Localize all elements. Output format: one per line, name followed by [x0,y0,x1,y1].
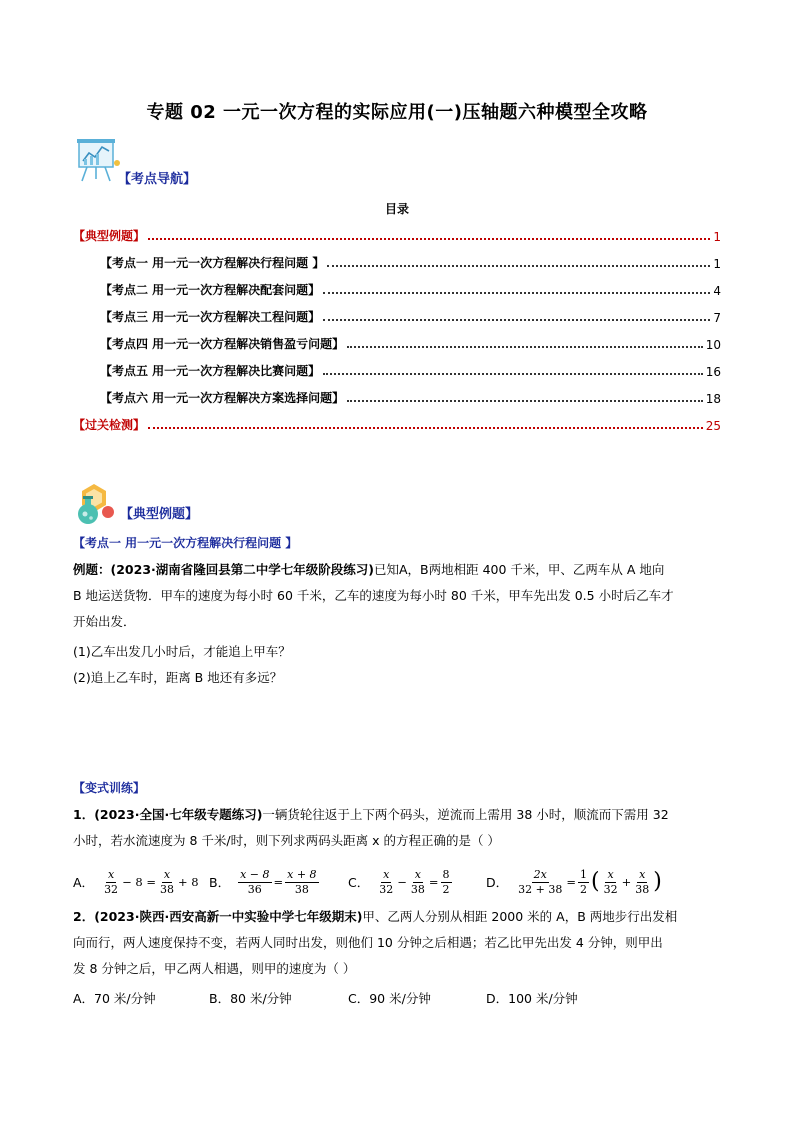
problem-1-text-1: 一辆货轮往返于上下两个码头，逆流而上需用 38 小时，顺流而下需用 32 [262,807,669,822]
variant-heading: 【变式训练】 [73,781,146,795]
operator: = [273,875,284,889]
numerator: 1 [580,867,587,881]
toc-item-typical-examples[interactable] [73,226,721,244]
operator: = [428,875,439,889]
problem-1-source: 1．(2023·全国·七年级专题练习) [73,807,263,822]
toc-item-page: 25 [705,419,721,433]
toc-item-label: 【考点三 用一元一次方程解决工程问题】 [100,310,321,324]
nav-heading: 【考点导航】 [118,172,197,187]
numerator: x [107,867,115,881]
example-source: (2023·湖南省隆回县第二中学七年级阶段练习) [110,562,374,577]
toc-item-final-check[interactable] [73,415,721,433]
problem-2-text-2: 向而行，两人速度保持不变，若两人同时出发，则他们 10 分钟之后相遇；若乙比甲先出发 4 分钟，则甲出 [73,935,663,950]
toc-item-page: 1 [713,257,721,271]
fraction [602,868,620,897]
option-b[interactable] [209,862,321,902]
toc-item-page: 7 [713,311,721,325]
fraction [441,868,452,897]
problem-2-option-d[interactable]: D．100 米/分钟 [486,991,578,1006]
numerator: x + 8 [287,867,317,881]
fraction [158,868,176,897]
toc-item-label: 【考点四 用一元一次方程解决销售盈亏问题】 [100,337,345,351]
denominator: 2 [442,882,450,896]
section-heading: 【典型例题】 [120,507,199,522]
toc-item-kaodian-6[interactable] [100,388,721,406]
denominator: 38 [159,882,174,896]
fraction [633,868,651,897]
problem-2-text-1: 甲、乙两人分别从相距 2000 米的 A，B 两地步行出发相 [362,909,678,924]
denominator: 32 [379,882,394,896]
denominator: 36 [247,882,262,896]
numerator: x [163,867,171,881]
problem-2-option-a[interactable]: A．70 米/分钟 [73,991,156,1006]
toc-leader [323,291,710,294]
close-paren: ) [653,869,662,894]
toc-item-kaodian-5[interactable] [100,361,721,379]
toc-item-page: 16 [705,365,721,379]
toc-leader [327,264,710,267]
page-title: 专题 02 一元一次方程的实际应用(一)压轴题六种模型全攻略 [146,102,648,123]
option-letter: A． [73,875,95,890]
flask-icon [72,480,120,528]
example-text-1: 已知A，B两地相距 400 千米，甲、乙两车从 A 地向 [373,562,665,577]
numerator: x [607,867,614,881]
numerator: 8 [442,867,450,881]
toc-leader [148,426,703,429]
operator: − [397,875,407,889]
toc-item-page: 1 [713,230,721,244]
toc-leader [323,372,703,375]
numerator: 2x [533,867,547,881]
toc-leader [347,399,703,402]
option-a[interactable] [73,862,199,902]
fraction [578,868,589,897]
toc-item-label: 【考点二 用一元一次方程解决配套问题】 [100,283,321,297]
denominator: 38 [635,882,650,896]
problem-2-line-1 [73,907,677,925]
toc-item-kaodian-3[interactable] [100,307,721,325]
operator: + 8 [177,875,199,889]
example-prefix: 例题： [73,562,111,577]
operator: − 8 = [122,875,156,889]
toc-leader [148,237,710,240]
toc-title: 目录 [384,202,409,216]
toc-item-label: 【考点一 用一元一次方程解决行程问题 】 [100,256,325,270]
toc-item-kaodian-4[interactable] [100,334,721,352]
fraction [409,868,427,897]
toc-item-label: 【考点六 用一元一次方程解决方案选择问题】 [100,391,345,405]
easel-chart-icon [75,137,123,183]
numerator: x [414,867,421,881]
denominator: 32 + 38 [518,882,563,896]
toc-item-page: 4 [713,284,721,298]
example-text-3: 开始出发． [73,614,136,629]
problem-2-option-c[interactable]: C．90 米/分钟 [348,991,431,1006]
toc-item-page: 10 [705,338,721,352]
kaodian-heading: 【考点一 用一元一次方程解决行程问题 】 [73,536,298,550]
option-letter: C． [348,875,370,890]
option-d[interactable] [486,862,662,902]
fraction [377,868,395,897]
denominator: 38 [410,882,425,896]
toc-item-kaodian-2[interactable] [100,280,721,298]
toc-item-label: 【过关检测】 [73,418,146,432]
toc-item-kaodian-1[interactable] [100,253,721,271]
problem-2-option-b[interactable]: B．80 米/分钟 [209,991,292,1006]
problem-1-text-2: 小时，若水流速度为 8 千米/时，则下列求两码头距离 x 的方程正确的是（ ） [73,833,500,848]
question-1: (1)乙车出发几小时后，才能追上甲车？ [73,644,291,659]
option-c[interactable] [348,862,454,902]
problem-2-text-3: 发 8 分钟之后，甲乙两人相遇，则甲的速度为（ ） [73,961,356,976]
open-paren: ( [591,869,600,894]
denominator: 32 [603,882,618,896]
toc-item-label: 【典型例题】 [73,229,146,243]
toc-leader [347,345,703,348]
fraction [238,868,271,897]
denominator: 32 [104,882,119,896]
numerator: x [639,867,646,881]
problem-2-source: 2．(2023·陕西·西安高新一中实验中学七年级期末) [73,909,363,924]
example-line-1 [73,560,664,578]
problem-1-line-1 [73,805,669,823]
fraction [285,868,318,897]
toc-leader [323,318,710,321]
fraction [102,868,120,897]
numerator: x [383,867,390,881]
option-letter: B． [209,875,231,890]
option-letter: D． [486,875,509,890]
operator: + [621,875,632,889]
numerator: x − 8 [240,867,270,881]
denominator: 38 [294,882,309,896]
question-2: (2)追上乙车时，距离 B 地还有多远？ [73,670,283,685]
fraction [516,868,564,897]
denominator: 2 [580,882,587,896]
toc-item-label: 【考点五 用一元一次方程解决比赛问题】 [100,364,321,378]
toc-item-page: 18 [705,392,721,406]
problem-1-options [73,862,733,902]
operator: = [566,875,576,889]
example-text-2: B 地运送货物．甲车的速度为每小时 60 千米，乙车的速度为每小时 80 千米，甲车先出发 0.5 小时后乙车才 [73,588,674,603]
